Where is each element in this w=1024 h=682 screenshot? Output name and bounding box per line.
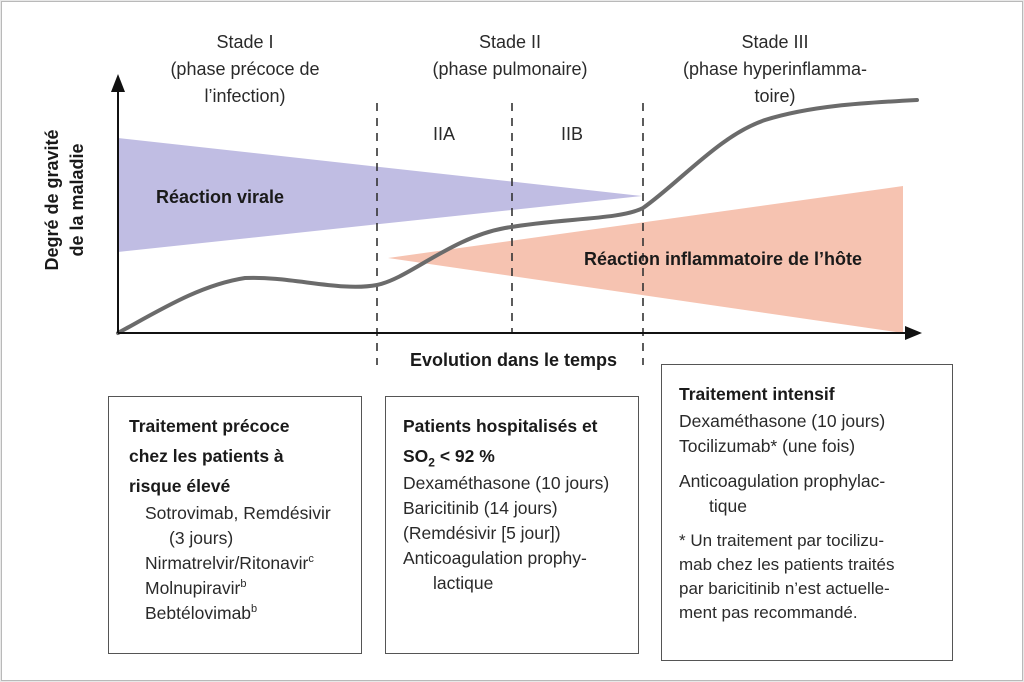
x-axis-arrow (905, 326, 922, 340)
stage-1-heading (150, 29, 340, 110)
stage-2-name: Stade II (478, 32, 542, 52)
footnote-b: b (240, 578, 247, 591)
early-item-bebtelovimab: Bebtélovimab$^b$ (145, 603, 258, 623)
substage-a-label: IIA (433, 124, 456, 144)
hospital-item-anticoag-line2: lactique (433, 573, 494, 593)
intensive-item-tocilizumab: Tocilizumab* (une fois) (679, 436, 856, 456)
hospitalized-box (385, 396, 639, 654)
stage-3-name: Stade III (741, 32, 809, 52)
y-axis-label (40, 120, 92, 280)
early-title-line1: Traitement précoce (129, 416, 290, 436)
hospital-title-line2: $SO_2 < 92$ % (403, 446, 495, 470)
hospital-item-dexamethasone: Dexaméthasone (10 jours) (403, 473, 610, 493)
hospital-item-baricitinib: Baricitinib (14 jours) (403, 498, 558, 518)
early-title-line3: risque élevé (129, 476, 231, 496)
stage-2-heading (410, 29, 610, 83)
stage-3-desc-line2: toire) (754, 86, 796, 106)
early-item-sotrovimab-duration: (3 jours) (169, 528, 234, 548)
stage-1-desc-line2: l’infection) (204, 86, 286, 106)
footnote-b: b (251, 603, 258, 616)
footnote-c: c (308, 553, 314, 566)
hospital-item-remdesivir: (Remdésivir [5 jour]) (403, 523, 561, 543)
y-axis-label-line2: de la maladie (67, 143, 87, 257)
intensive-note-line2: mab chez les patients traités (679, 555, 895, 574)
intensive-title: Traitement intensif (679, 384, 835, 404)
intensive-item-anticoag-line2: tique (709, 496, 747, 516)
stage-1-name: Stade I (216, 32, 274, 52)
stage-3-heading (670, 29, 880, 110)
intensive-item-anticoag-line1: Anticoagulation prophylac- (679, 471, 886, 491)
stage-3-desc-line1: (phase hyperinflamma- (682, 59, 868, 79)
hospital-title-line1: Patients hospitalisés et (403, 416, 598, 436)
y-axis-arrow (111, 74, 125, 92)
stage-2-desc-line1: (phase pulmonaire) (432, 59, 588, 79)
early-title-line2: chez les patients à (129, 446, 284, 466)
inflammatory-reaction-label: Réaction inflammatoire de l’hôte (584, 249, 863, 269)
intensive-note-line4: ment pas recommandé. (679, 603, 858, 622)
substage-b-label: IIB (561, 124, 584, 144)
intensive-treatment-box (661, 364, 953, 661)
y-axis-label-line1: Degré de gravité (42, 129, 62, 271)
early-treatment-box (108, 396, 362, 654)
early-item-molnupiravir: Molnupiravir$^b$ (145, 578, 247, 598)
intensive-note-line1: * Un traitement par tocilizu- (679, 531, 885, 550)
early-item-nirmatrelvir: Nirmatrelvir/Ritonavir$^c$ (145, 553, 314, 573)
hospital-item-anticoag-line1: Anticoagulation prophy- (403, 548, 587, 568)
x-axis-label: Evolution dans le temps (410, 350, 618, 370)
stage-1-desc-line1: (phase précoce de (170, 59, 320, 79)
early-item-sotrovimab: Sotrovimab, Remdésivir (145, 503, 331, 523)
intensive-item-dexamethasone: Dexaméthasone (10 jours) (679, 411, 886, 431)
viral-reaction-label: Réaction virale (156, 187, 285, 207)
intensive-note-line3: par baricitinib n’est actuelle- (679, 579, 890, 598)
